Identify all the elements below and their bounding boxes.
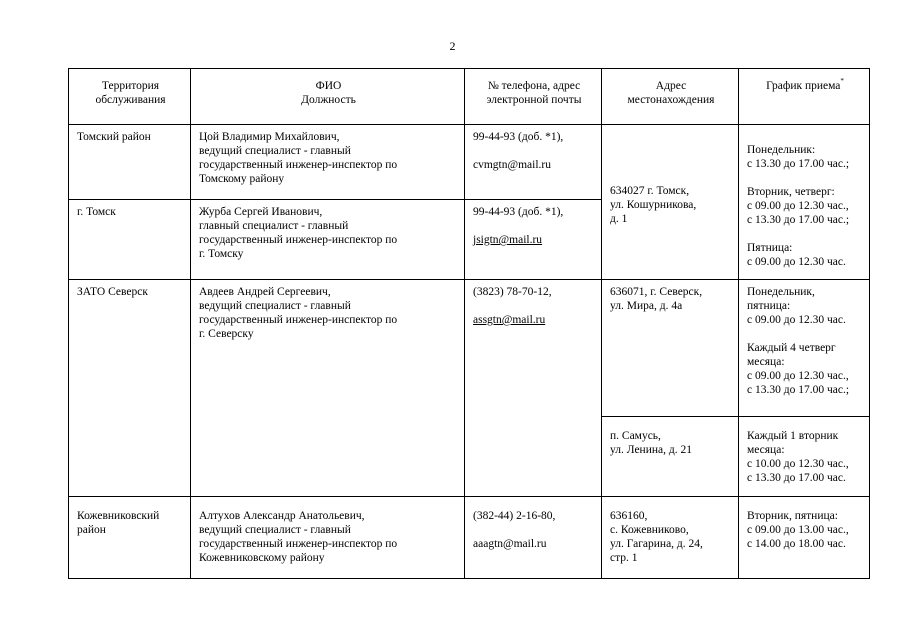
address-cell: 636071, г. Северск, ул. Мира, д. 4а (602, 280, 739, 417)
header-territory: Территория обслуживания (69, 69, 191, 125)
schedule-cell: Понедельник: с 13.30 до 17.00 час.; Вторник, четверг: с 09.00 до 12.30 час., с 13.30 до 17.00 час.; Пятница: с 09.00 до 12.30 час. (739, 125, 870, 280)
territory-cell: Кожевниковский район (69, 497, 191, 579)
address-cell: п. Самусь, ул. Ленина, д. 21 (602, 417, 739, 497)
fio-cell: Журба Сергей Иванович, главный специалист - главный государственный инженер-инспектор по г. Томску (191, 200, 465, 280)
territory-cell: ЗАТО Северск (69, 280, 191, 497)
header-address: Адрес местонахождения (602, 69, 739, 125)
schedule-cell: Вторник, пятница: с 09.00 до 13.00 час., с 14.00 до 18.00 час. (739, 497, 870, 579)
phone: 99-44-93 (доб. *1), (473, 131, 564, 143)
territory-cell: Томский район (69, 125, 191, 200)
reception-schedule-table (68, 68, 870, 579)
email[interactable]: aaagtn@mail.ru (473, 538, 547, 550)
phone: (3823) 78-70-12, (473, 286, 552, 298)
fio-cell: Алтухов Александр Анатольевич, ведущий специалист - главный государственный инженер-инспектор по Кожевниковскому району (191, 497, 465, 579)
schedule-cell: Каждый 1 вторник месяца: с 10.00 до 12.30 час., с 13.30 до 17.00 час. (739, 417, 870, 497)
phone-cell (465, 280, 602, 497)
table-row (69, 280, 870, 417)
email[interactable]: cvmgtn@mail.ru (473, 159, 551, 171)
page-number: 2 (449, 39, 456, 53)
fio-cell: Цой Владимир Михайлович, ведущий специалист - главный государственный инженер-инспектор по Томскому району (191, 125, 465, 200)
table-header-row (69, 69, 870, 125)
phone-cell (465, 125, 602, 200)
table-row (69, 125, 870, 200)
header-fio: ФИО Должность (191, 69, 465, 125)
header-schedule: График приема* (739, 69, 870, 125)
schedule-cell: Понедельник, пятница: с 09.00 до 12.30 час. Каждый 4 четверг месяца: с 09.00 до 12.30 час., с 13.30 до 17.00 час.; (739, 280, 870, 417)
phone: (382-44) 2-16-80, (473, 510, 556, 522)
phone: 99-44-93 (доб. *1), (473, 206, 564, 218)
email[interactable]: jsigtn@mail.ru (473, 234, 543, 246)
address-cell: 636160, с. Кожевниково, ул. Гагарина, д. 24, стр. 1 (602, 497, 739, 579)
table-row (69, 497, 870, 579)
territory-cell: г. Томск (69, 200, 191, 280)
fio-cell: Авдеев Андрей Сергеевич, ведущий специалист - главный государственный инженер-инспектор по г. Северску (191, 280, 465, 497)
address-cell: 634027 г. Томск, ул. Кошурникова, д. 1 (602, 125, 739, 280)
phone-cell (465, 497, 602, 579)
header-phone: № телефона, адрес электронной почты (465, 69, 602, 125)
phone-cell (465, 200, 602, 280)
email[interactable]: assgtn@mail.ru (473, 314, 546, 326)
footnote-mark: * (840, 77, 844, 85)
